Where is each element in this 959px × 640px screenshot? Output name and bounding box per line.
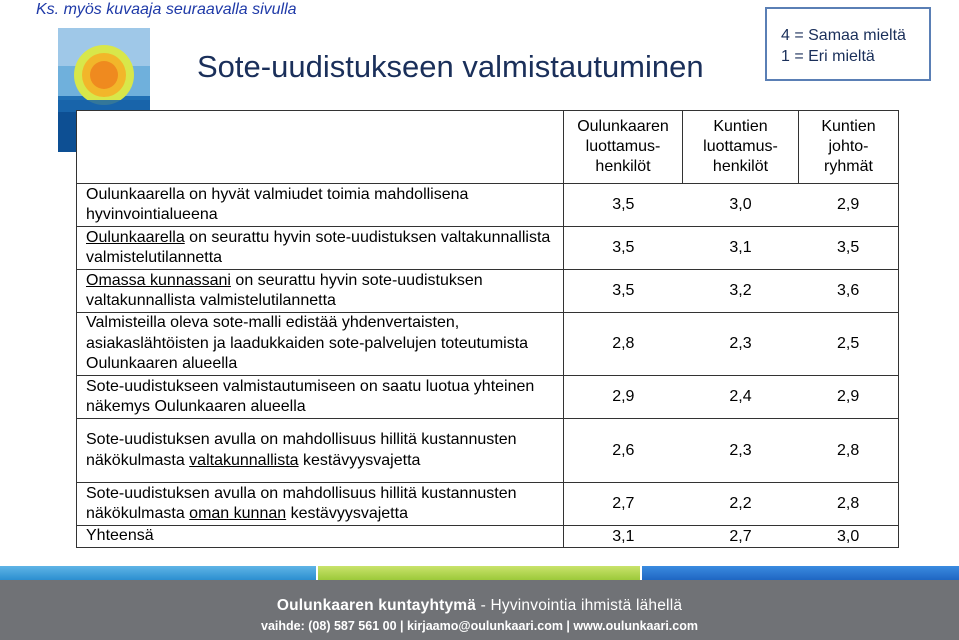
table-row	[77, 483, 899, 526]
value-oulunkaaren: 3,5	[612, 282, 635, 299]
table-row	[77, 419, 899, 483]
values-cell	[564, 483, 899, 526]
col-header-kuntien-johtoryhmat: Kuntien johto- ryhmät	[799, 111, 899, 184]
statement-cell: Omassa kunnassani on seurattu hyvin sote-uudistuksen valtakunnallista valmistelutilannetta	[77, 270, 564, 313]
statement-cell: Oulunkaarella on hyvät valmiudet toimia mahdollisena hyvinvointialueena	[77, 184, 564, 227]
scale-legend	[765, 7, 931, 81]
value-oulunkaaren: 2,6	[612, 441, 635, 459]
values-cell	[564, 227, 899, 270]
value-oulunkaaren: 3,5	[612, 196, 635, 213]
header-blank	[77, 111, 564, 184]
value-kuntien-luottamus: 2,3	[729, 441, 752, 459]
value-kuntien-johto: 3,6	[837, 282, 860, 299]
footer	[0, 580, 959, 640]
total-label: Yhteensä	[77, 526, 564, 548]
legend-agree: 4 = Samaa mieltä	[781, 27, 906, 44]
value-oulunkaaren: 2,7	[612, 495, 635, 512]
footer-color-stripe	[0, 566, 959, 580]
value-kuntien-luottamus: 3,2	[729, 282, 752, 299]
value-kuntien-johto: 2,9	[837, 196, 860, 213]
values-cell	[564, 313, 899, 376]
values-cell	[564, 376, 899, 419]
values-cell	[564, 184, 899, 227]
legend-disagree: 1 = Eri mieltä	[781, 48, 875, 65]
total-row	[77, 526, 899, 548]
footer-tagline: - Hyvinvointia ihmistä lähellä	[476, 597, 683, 614]
value-kuntien-johto: 2,9	[837, 388, 860, 405]
total-oulunkaaren: 3,1	[612, 527, 635, 545]
value-kuntien-luottamus: 3,1	[729, 239, 752, 256]
survey-results-table	[76, 110, 899, 548]
total-kuntien-johto: 3,0	[837, 527, 860, 545]
values-cell	[564, 419, 899, 483]
col-header-kuntien-luottamushenkilot: Kuntien luottamus- henkilöt	[683, 111, 799, 184]
page-title: Sote-uudistukseen valmistautuminen	[197, 49, 704, 84]
value-oulunkaaren: 2,8	[612, 335, 635, 352]
header-note: Ks. myös kuvaaja seuraavalla sivulla	[36, 1, 297, 18]
value-kuntien-johto: 3,5	[837, 239, 860, 256]
total-values-cell	[564, 526, 899, 548]
table-row	[77, 184, 899, 227]
table-row	[77, 227, 899, 270]
statement-cell: Valmisteilla oleva sote-malli edistää yhdenvertaisten, asiakaslähtöisten ja laadukkaiden sote-palvelujen toteutumista Oulunkaaren alueella	[77, 313, 564, 376]
value-kuntien-luottamus: 2,3	[729, 335, 752, 352]
value-kuntien-johto: 2,8	[837, 495, 860, 512]
statement-cell: Oulunkaarella on seurattu hyvin sote-uudistuksen valtakunnallista valmistelutilannetta	[77, 227, 564, 270]
statement-cell: Sote-uudistuksen avulla on mahdollisuus hillitä kustannusten näkökulmasta valtakunnallista kestävyysvajetta	[77, 419, 564, 483]
table-row	[77, 313, 899, 376]
table-row	[77, 270, 899, 313]
total-kuntien-luottamus: 2,7	[729, 527, 752, 545]
values-cell	[564, 270, 899, 313]
col-header-oulunkaaren-luottamushenkilot: Oulunkaaren luottamus- henkilöt	[564, 111, 683, 184]
value-kuntien-luottamus: 2,4	[729, 388, 752, 405]
table-row	[77, 376, 899, 419]
value-kuntien-luottamus: 2,2	[729, 495, 752, 512]
statement-cell: Sote-uudistukseen valmistautumiseen on saatu luotua yhteinen näkemys Oulunkaaren alueella	[77, 376, 564, 419]
statement-cell: Sote-uudistuksen avulla on mahdollisuus hillitä kustannusten näkökulmasta oman kunnan kestävyysvajetta	[77, 483, 564, 526]
value-oulunkaaren: 2,9	[612, 388, 635, 405]
value-kuntien-johto: 2,5	[837, 335, 860, 352]
value-oulunkaaren: 3,5	[612, 239, 635, 256]
footer-contact: vaihde: (08) 587 561 00 | kirjaamo@oulunkaari.com | www.oulunkaari.com	[261, 619, 698, 633]
footer-org: Oulunkaaren kuntayhtymä	[276, 597, 477, 614]
value-kuntien-luottamus: 3,0	[729, 196, 752, 213]
value-kuntien-johto: 2,8	[837, 441, 860, 459]
table-header-row	[77, 111, 899, 184]
